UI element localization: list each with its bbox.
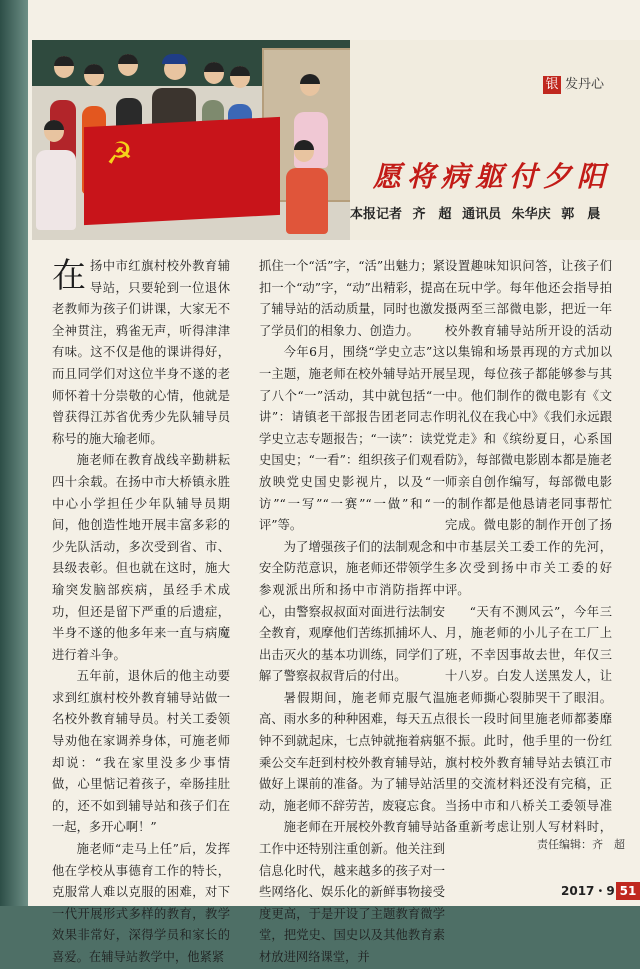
paragraph: 施老师在开展校外教育辅导站工作中还特别注重创新。他关注到信息化时代，越来越多的孩子对一些网络化、娱乐化的新鲜事物接受度更高，于是开设了主题教育微学堂，把党史、国史以及其他教育素材放进网络课堂，并	[259, 820, 445, 964]
issue-date: 2017・9	[561, 884, 615, 898]
hammer-sickle-icon: ☭	[106, 135, 133, 172]
byline-name: 郭 晨	[561, 207, 601, 222]
drop-cap: 在	[52, 256, 86, 296]
page-number: 51	[616, 882, 640, 900]
byline-name: 朱华庆	[511, 207, 551, 222]
paragraph: 为了增强孩子们的法制观念和安全防范意识，施老师还带领学生参观派出所和扬中市消防指挥中心，由警察叔叔面对面进行法制安全教育，观摩他们苦练抓捕坏人、出击灭火的基本功训练，同学们了解了警察叔叔背后的付出。	[259, 539, 445, 684]
article-column-3	[445, 256, 612, 836]
paragraph: 今年6月，围绕“学史立志”这一主题，施老师在校外辅导站开展了八个“一”活动，其中就包括“一讲”：请镇老干部报告团老同志作学史立志专题报告；“一读”：读党史国史；“一看”：组织孩子们观看放映党史国史影视片，以及“一访”“一写”“一赛”“一做”和“一评”等。	[259, 345, 445, 533]
paragraph: 抓住一个“活”字，“活”出魅力；紧扣一个“动”字，“动”出精彩，提高了辅导站的活动质量，同时也激发了学员们的相象力、创造力。	[259, 259, 445, 338]
byline	[350, 206, 606, 224]
student-figure	[36, 150, 76, 230]
byline-role: 通讯员	[462, 207, 502, 222]
teacher-cap	[162, 54, 188, 64]
responsible-editor: 责任编辑：齐 超	[537, 838, 625, 851]
article-photo	[32, 40, 350, 240]
paragraph: “天有不测风云”，今年三月，施老师的小儿子在工厂上班，不幸因事故去世，年仅三十八岁。白发人送黑发人，让施老师撕心裂肺哭干了眼泪。很长一段时间里施老师都萎靡不振。此时，他手里的一份红旗村校外教育辅导站去镇江市里的交流材料还没有完稿，正当扬中市和八桥关工委领导准备重新考虑让别人写材料时，	[445, 604, 612, 835]
section-tag: 银	[543, 76, 561, 94]
paragraph: 五年前，退休后的他主动要求到红旗村校外教育辅导站做一名校外教育辅导员。村关工委领导劝他在家调养身体，可施老师却说：“我在家里没多少事情做，心里惦记着孩子，牵肠挂肚的，还不如到辅导站和孩子们在一起，多开心啊！”	[52, 669, 230, 835]
paragraph: 暑假期间，施老师克服气温高、雨水多的种种困难，每天五点钟不到就起床，七点钟就拖着病躯乘公交车赶到村校外教育辅导站，做好上课前的准备。为了辅导站活动，施老师不辞劳苦，废寝忘食。	[259, 690, 445, 813]
paragraph	[52, 256, 230, 450]
party-flag	[84, 117, 280, 225]
paragraph: 设置趣味知识问答，让孩子们在玩中学。每年他还会指导拍摄两至三部微电影，把近一年校外教育辅导站所开设的活动以集锦和场景再现的方式加以呈现，每位孩子都能够参与其中。他们制作的微电影有《文明礼仪在我心中》《我们永远跟党走》和《缤纷夏日，心系国防》，每部微电影剧本都是施老师亲自创作编写，每部微电影的制作都是他恳请老同事帮忙完成。微电影的制作开创了扬中市基层关工委工作的先河，多次受到扬中市关工委的好评。	[445, 259, 612, 597]
student-figure	[286, 168, 328, 234]
paragraph: 施老师“走马上任”后，发挥他在学校从事德育工作的特长，克服常人难以克服的困难，对下一代开展形式多样的教育，教学效果非常好，深得学员和家长的喜爱。在辅导站教学中，他紧紧	[52, 842, 230, 964]
byline-role: 本报记者	[350, 207, 403, 222]
section-name: 发丹心	[565, 77, 605, 92]
article-title: 愿将病躯付夕阳	[373, 160, 612, 193]
paragraph: 施老师在教育战线辛勤耕耘四十余载。在扬中市大桥镇永胜中心小学担任少年队辅导员期间，他创造性地开展丰富多彩的少先队活动，多次受到省、市、县级表彰。但也就在这时，施大瑜突发脑部疾病，虽经手术成功，但还是留下严重的后遗症，半身不遂的他多年来一直与病魔进行着斗争。	[52, 453, 230, 662]
article-column-2	[259, 256, 445, 969]
magazine-spine	[0, 0, 28, 906]
paragraph-text: 扬中市红旗村校外教育辅导站，只要轮到一位退休老教师为孩子们讲课，大家无不全神贯注，鸦雀无声，听得津津有味。这不仅是他的课讲得好，而且同学们对这位半身不遂的老师怀着十分崇敬的心情，他就是曾获得江苏省优秀少先队辅导员称号的施大瑜老师。	[52, 259, 230, 446]
article-column-1	[52, 256, 230, 969]
byline-name: 齐 超	[412, 207, 452, 222]
